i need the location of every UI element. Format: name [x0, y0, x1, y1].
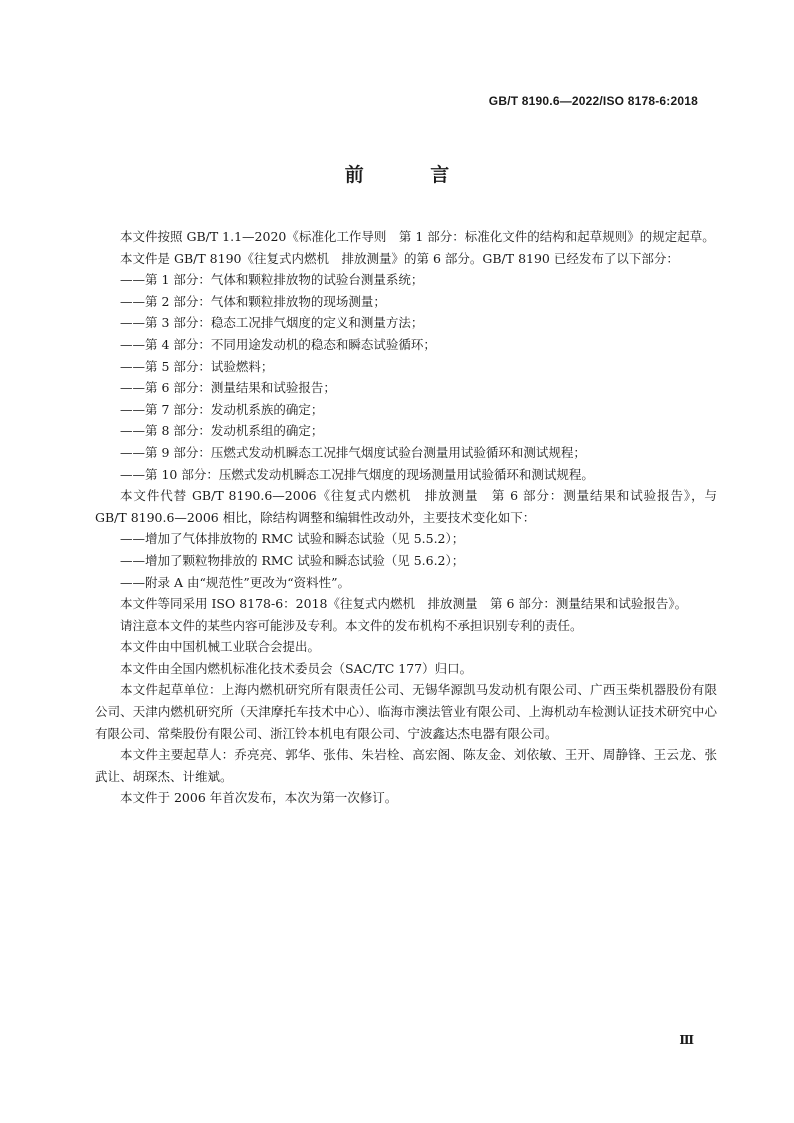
list-item: ——第 5 部分：试验燃料；	[120, 358, 274, 374]
list-item: ——增加了颗粒物排放的 RMC 试验和瞬态试验（见 5.6.2）；	[120, 552, 465, 568]
foreword-body	[95, 226, 717, 809]
page-title: 前 言	[344, 164, 480, 186]
list-item: ——第 9 部分：压燃式发动机瞬态工况排气烟度试验台测量用试验循环和测试规程；	[120, 444, 586, 460]
paragraph: 本文件是 GB/T 8190《往复式内燃机 排放测量》的第 6 部分。GB/T 8190 已经发布了以下部分：	[120, 250, 679, 266]
list-item: ——第 8 部分：发动机系组的确定；	[120, 423, 324, 439]
paragraph: 本文件于 2006 年首次发布，本次为第一次修订。	[120, 790, 398, 806]
list-item: ——第 4 部分：不同用途发动机的稳态和瞬态试验循环；	[120, 336, 436, 352]
paragraph: 本文件主要起草人：乔亮亮、郭华、张伟、朱岩栓、高宏阁、陈友金、刘依敏、王开、周静锋、王云龙、张武让、胡琛杰、计维斌。	[95, 747, 717, 784]
list-item: ——第 10 部分：压燃式发动机瞬态工况排气烟度的现场测量用试验循环和测试规程。	[120, 466, 594, 482]
list-item: ——附录 A 由“规范性”更改为“资料性”。	[120, 574, 351, 590]
paragraph: 本文件按照 GB/T 1.1—2020《标准化工作导则 第 1 部分：标准化文件的结构和起草规则》的规定起草。	[120, 229, 715, 244]
paragraph: 本文件由全国内燃机标准化技术委员会（SAC/TC 177）归口。	[120, 660, 473, 676]
list-item: ——增加了气体排放物的 RMC 试验和瞬态试验（见 5.5.2）；	[120, 531, 465, 547]
paragraph: 请注意本文件的某些内容可能涉及专利。本文件的发布机构不承担识别专利的责任。	[120, 617, 583, 633]
paragraph: 本文件代替 GB/T 8190.6—2006《往复式内燃机 排放测量 第 6 部分：测量结果和试验报告》，与 GB/T 8190.6—2006 相比，除结构调整和编辑性改动外，主要技术变化如下：	[95, 488, 717, 525]
list-item: ——第 3 部分：稳态工况排气烟度的定义和测量方法；	[120, 315, 424, 331]
list-item: ——第 2 部分：气体和颗粒排放物的现场测量；	[120, 293, 386, 309]
list-item: ——第 7 部分：发动机系族的确定；	[120, 401, 324, 417]
list-item: ——第 1 部分：气体和颗粒排放物的试验台测量系统；	[120, 272, 424, 288]
paragraph: 本文件由中国机械工业联合会提出。	[120, 639, 321, 655]
page-number: Ⅲ	[679, 1033, 694, 1047]
paragraph: 本文件等同采用 ISO 8178-6：2018《往复式内燃机 排放测量 第 6 部分：测量结果和试验报告》。	[120, 596, 688, 612]
standard-number-header: GB/T 8190.6—2022/ISO 8178-6:2018	[488, 94, 698, 108]
list-item: ——第 6 部分：测量结果和试验报告；	[120, 380, 336, 396]
paragraph: 本文件起草单位：上海内燃机研究所有限责任公司、无锡华源凯马发动机有限公司、广西玉柴机器股份有限公司、天津内燃机研究所（天津摩托车技术中心）、临海市澳法管业有限公司、上海机动车检测认证技术研究中心有限公司、常柴股份有限公司、浙江铃本机电有限公司、宁波鑫达杰电器有限公司。	[95, 682, 717, 741]
